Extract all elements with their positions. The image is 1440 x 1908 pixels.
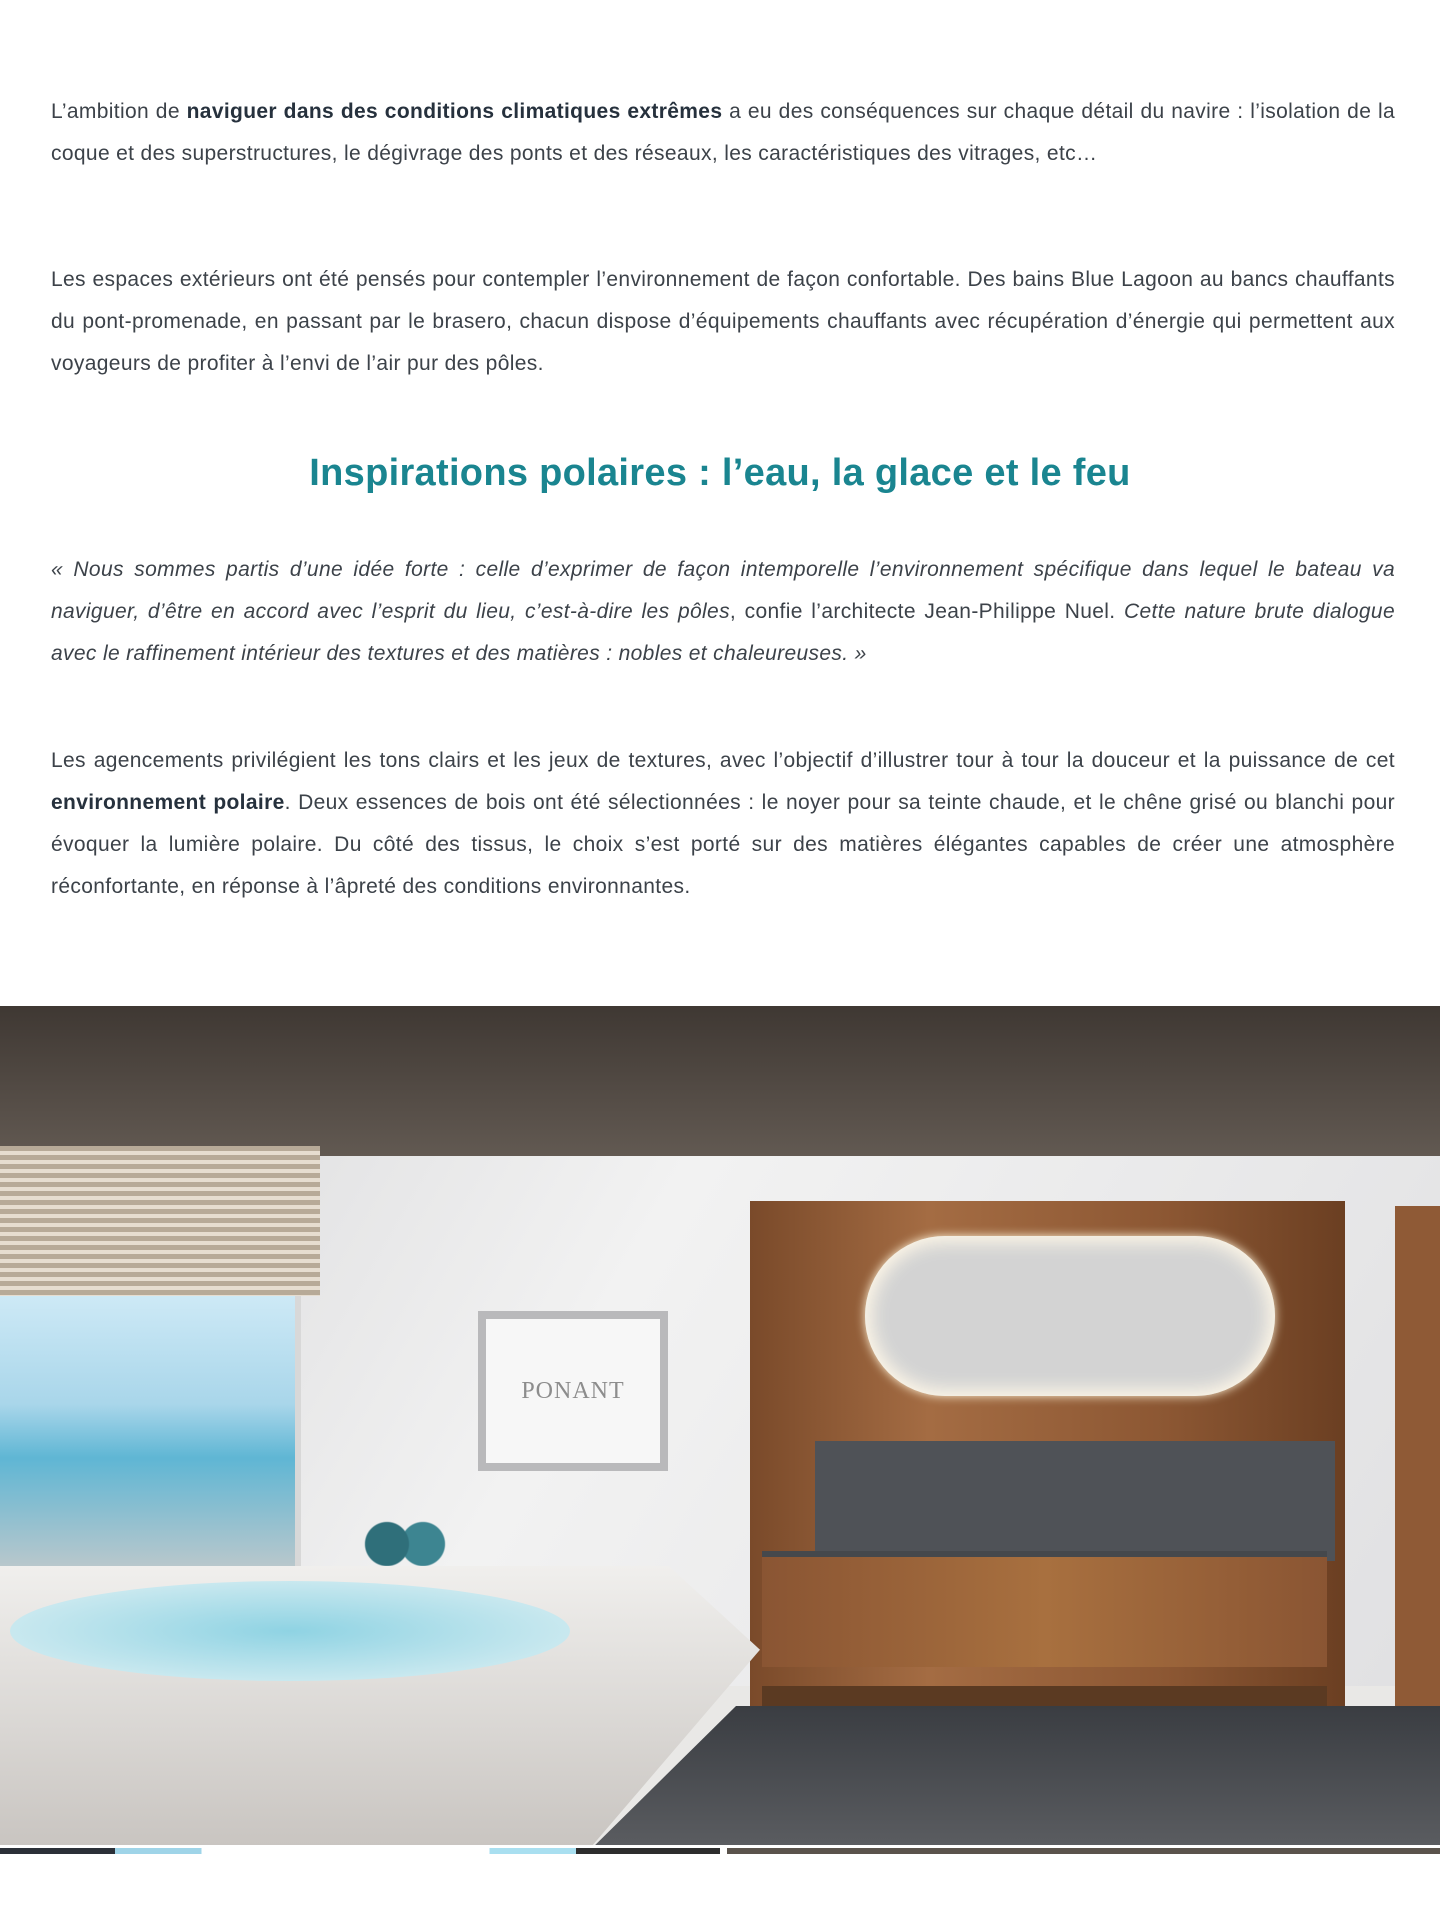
next-image-strip xyxy=(0,1848,1440,1854)
bathroom-photo xyxy=(0,1006,1440,1845)
tv-screen xyxy=(478,1311,668,1471)
paragraph-exterior-spaces: Les espaces extérieurs ont été pensés pour contempler l’environnement de façon confortable. Des bains Blue Lagoon au bancs chauffants du pont-promenade, en passant par le brasero, chacun dispose d’équipements chauffants avec récupération d’énergie qui permettent aux voyageurs de profiter à l’envi de l’air pur des pôles. xyxy=(51,268,1395,375)
window-view xyxy=(0,1296,301,1566)
vases xyxy=(360,1511,450,1566)
attribution: , confie l’architecte Jean-Philippe Nuel. xyxy=(729,600,1125,623)
text: . Deux essences de bois ont été sélectionnées : le noyer pour sa teinte chaude, et le chêne grisé ou blanchi pour évoquer la lumière polaire. Du côté des tissus, le choix s’est porté sur des matières élégantes capables de créer une atmosphère réconfortante, en réponse à l’âpreté des conditions environnantes. xyxy=(51,791,1395,898)
bold-text: naviguer dans des conditions climatiques extrêmes xyxy=(186,100,723,123)
architect-quote xyxy=(51,549,1395,675)
section-heading: Inspirations polaires : l’eau, la glace et le feu xyxy=(309,452,1131,494)
quote-text: « Nous sommes partis d’une idée forte : celle d’exprimer de façon intemporelle l’environnement spécifique dans lequel le bateau va naviguer, d’être en accord avec l’esprit du lieu, c’est-à-dire les pôles xyxy=(51,558,1395,623)
ponant-logo: PONANT xyxy=(521,1377,625,1404)
vanity-drawers xyxy=(762,1551,1327,1667)
quote-text: Cette nature brute dialogue avec le raffinement intérieur des textures et des matières : nobles et chaleureuses. » xyxy=(51,600,1395,665)
text: L’ambition de xyxy=(51,100,187,123)
stone-backsplash xyxy=(815,1441,1335,1561)
paragraph-interior-design xyxy=(51,740,1395,908)
window-blinds xyxy=(0,1146,320,1296)
text: Les agencements privilégient les tons clairs et les jeux de textures, avec l’objectif d’illustrer tour à tour la douceur et la puissance de cet xyxy=(51,749,1395,772)
bath-water xyxy=(10,1581,570,1681)
mirror xyxy=(865,1236,1275,1396)
bold-text: environnement polaire xyxy=(51,791,285,814)
paragraph-extreme-conditions xyxy=(51,91,1395,175)
text: a eu des conséquences sur chaque détail du navire : l’isolation de la coque et des superstructures, le dégivrage des ponts et des réseaux, les caractéristiques des vitrages, etc… xyxy=(51,100,1396,165)
